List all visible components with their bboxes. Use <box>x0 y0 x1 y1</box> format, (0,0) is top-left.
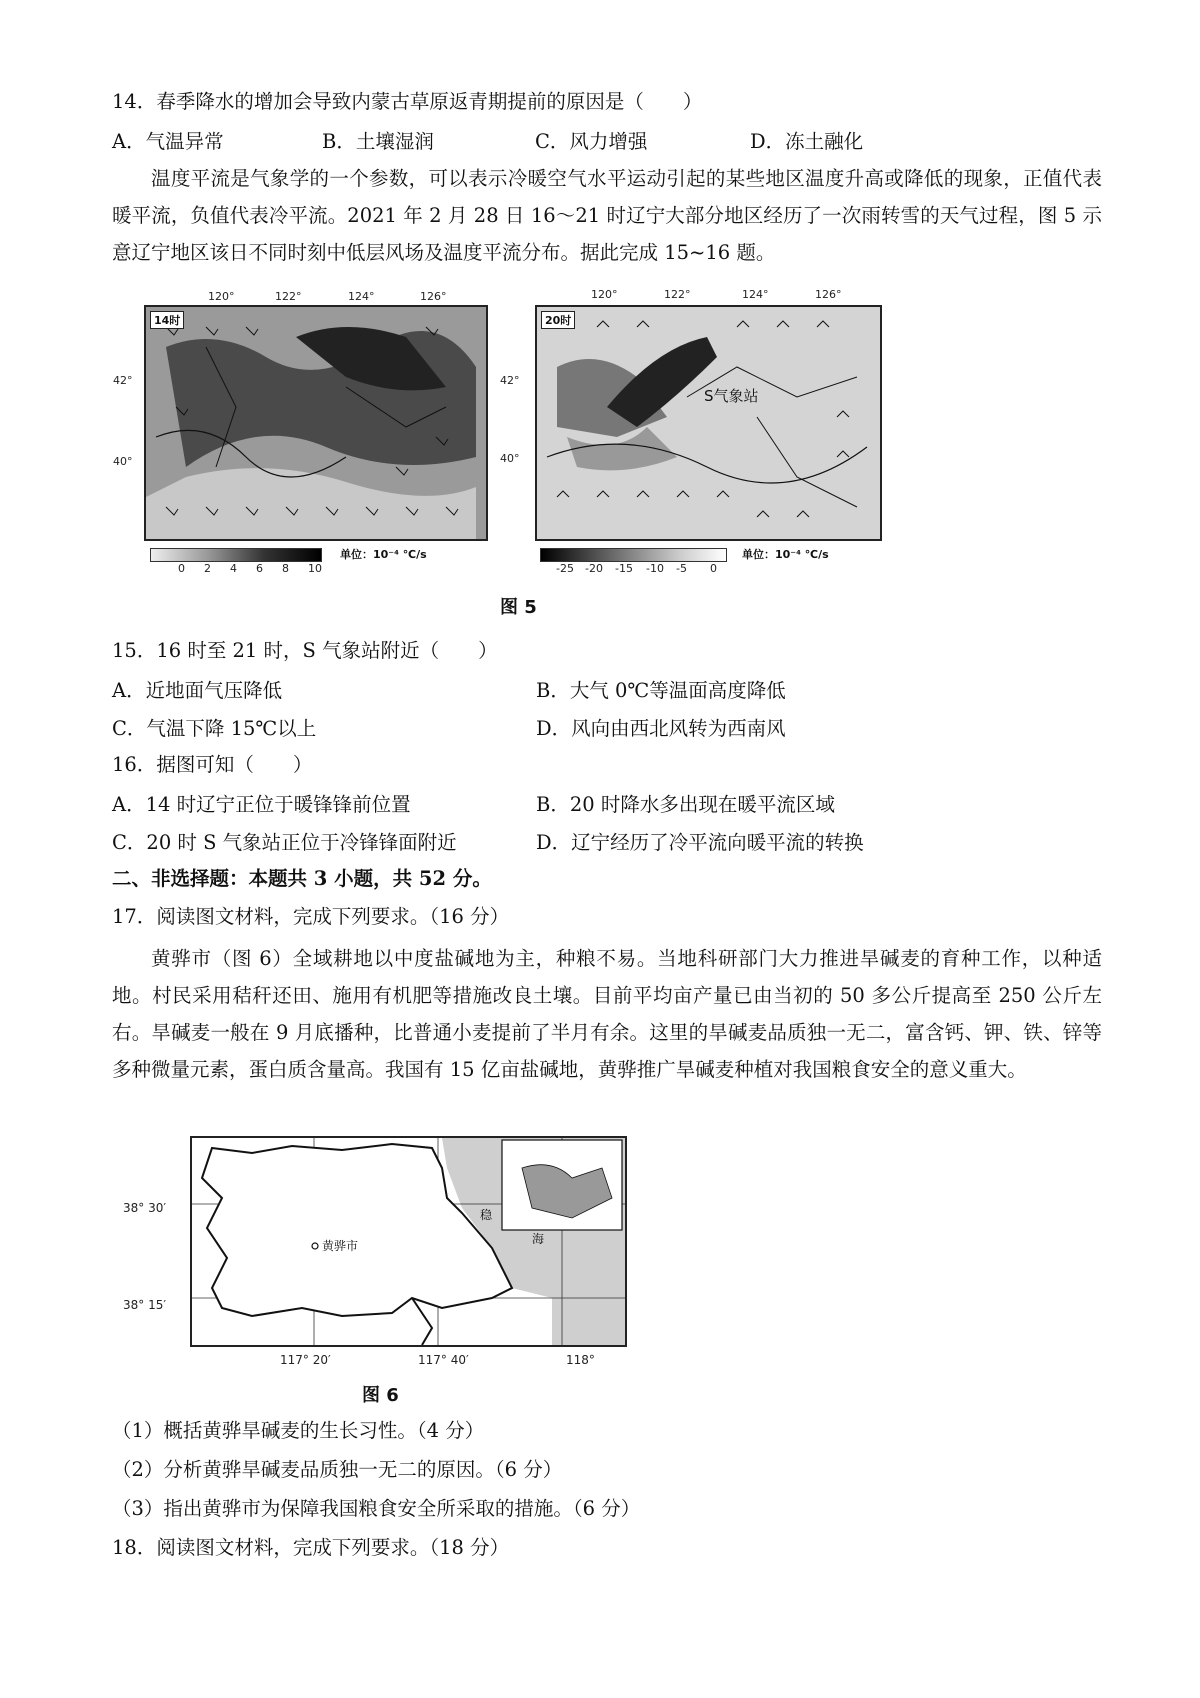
fig5-right-legend-0: 0 <box>710 562 717 575</box>
fig6-lat-2: 38° 15′ <box>123 1298 167 1312</box>
fig5-left-lon-3: 124° <box>348 290 375 303</box>
q14-option-d: D．冻土融化 <box>750 130 864 153</box>
material-15-16: 温度平流是气象学的一个参数，可以表示冷暖空气水平运动引起的某些地区温度升高或降低的现象，正值代表暖平流，负值代表冷平流。2021 年 2 月 28 日 16～21 时辽宁大部分地区经历了一次雨转雪的天气过程，图 5 示意辽宁地区该日不同时刻中低层风场及温度平流分布。据此完成 15~16 题。 <box>112 167 1102 264</box>
fig5-right-legend-m5: -5 <box>676 562 687 575</box>
fig5-left-legend-0: 0 <box>178 562 185 575</box>
fig6-caption: 图 6 <box>362 1385 399 1406</box>
q14-stem: 14．春季降水的增加会导致内蒙古草原返青期提前的原因是（ ） <box>112 90 703 113</box>
fig5-left-lon-1: 120° <box>208 290 235 303</box>
fig5-right-legend-m25: -25 <box>556 562 574 575</box>
q16-option-c: C．20 时 S 气象站正位于冷锋锋面附近 <box>112 831 457 854</box>
fig5-right-lon-3: 124° <box>742 288 769 301</box>
fig5-left-time: 14时 <box>150 311 184 329</box>
q18-stem: 18．阅读图文材料，完成下列要求。（18 分） <box>112 1536 510 1559</box>
fig5-station-label: S气象站 <box>704 387 759 405</box>
q15-stem: 15．16 时至 21 时，S 气象站附近（ ） <box>112 639 498 662</box>
fig5-left-legend-10: 10 <box>308 562 322 575</box>
q17-stem: 17．阅读图文材料，完成下列要求。（16 分） <box>112 905 510 928</box>
fig5-caption: 图 5 <box>500 597 537 618</box>
q16-stem: 16．据图可知（ ） <box>112 753 313 776</box>
fig5-right-lon-4: 126° <box>815 288 842 301</box>
fig5-left-unit: 单位：10⁻⁴ ℃/s <box>340 548 427 561</box>
q14-option-a: A．气温异常 <box>112 130 224 153</box>
fig6-sea-label: 海 <box>532 1232 545 1246</box>
q16-option-d: D．辽宁经历了冷平流向暖平流的转换 <box>536 831 864 854</box>
q15-option-a: A．近地面气压降低 <box>112 679 283 702</box>
fig5-right-lon-2: 122° <box>664 288 691 301</box>
fig5-left-legend-4: 4 <box>230 562 237 575</box>
huanghua-outline-map <box>192 1138 625 1345</box>
section-2-title: 二、非选择题：本题共 3 小题，共 52 分。 <box>112 867 492 890</box>
q15-option-c: C．气温下降 15℃以上 <box>112 717 317 740</box>
q17-material: 黄骅市（图 6）全域耕地以中度盐碱地为主，种粮不易。当地科研部门大力推进旱碱麦的育种工作，以种适地。村民采用秸秆还田、施用有机肥等措施改良土壤。目前平均亩产量已由当初的 50 多公斤提高至 250 公斤左右。旱碱麦一般在 9 月底播种，比普通小麦提前了半月有余。这里的旱碱麦品质独一无二，富含钙、钾、铁、锌等多种微量元素，蛋白质含量高。我国有 15 亿亩盐碱地，黄骅推广旱碱麦种植对我国粮食安全的意义重大。 <box>112 947 1102 1081</box>
fig5-left-lat-1: 42° <box>113 374 133 387</box>
fig5-left-legend-8: 8 <box>282 562 289 575</box>
fig5-right-unit: 单位：10⁻⁴ ℃/s <box>742 548 829 561</box>
q17-sub-3: （3）指出黄骅市为保障我国粮食安全所采取的措施。（6 分） <box>112 1497 641 1520</box>
q14-option-c: C．风力增强 <box>535 130 648 153</box>
fig5-right-time: 20时 <box>541 311 575 329</box>
wind-advection-map-20h <box>537 307 880 539</box>
q14-option-b: B．土壤湿润 <box>322 130 434 153</box>
q17-sub-2: （2）分析黄骅旱碱麦品质独一无二的原因。（6 分） <box>112 1458 563 1481</box>
fig5-left-legend-6: 6 <box>256 562 263 575</box>
fig5-right-legend-m10: -10 <box>646 562 664 575</box>
fig5-left-lat-2: 40° <box>113 455 133 468</box>
fig5-map-20h <box>535 305 882 541</box>
q16-option-a: A．14 时辽宁正位于暖锋锋前位置 <box>112 793 411 816</box>
wind-advection-map-14h <box>146 307 486 539</box>
fig5-right-colorbar <box>540 548 727 562</box>
fig5-right-legend-m20: -20 <box>585 562 603 575</box>
fig6-lon-2: 117° 40′ <box>418 1353 469 1367</box>
fig5-left-legend-2: 2 <box>204 562 211 575</box>
q16-option-b: B．20 时降水多出现在暖平流区域 <box>536 793 835 816</box>
q17-sub-1: （1）概括黄骅旱碱麦的生长习性。（4 分） <box>112 1419 485 1442</box>
fig5-right-lat-1: 42° <box>500 374 520 387</box>
q15-option-b: B．大气 0℃等温面高度降低 <box>536 679 786 702</box>
fig6-lon-1: 117° 20′ <box>280 1353 331 1367</box>
fig6-lat-1: 38° 30′ <box>123 1201 167 1215</box>
fig5-left-colorbar <box>150 548 322 562</box>
fig5-right-lon-1: 120° <box>591 288 618 301</box>
fig5-right-lat-2: 40° <box>500 452 520 465</box>
fig5-right-legend-m15: -15 <box>615 562 633 575</box>
fig6-city-label: 黄骅市 <box>322 1239 359 1253</box>
fig6-land-label: 稳 <box>480 1208 493 1222</box>
fig6-map <box>190 1136 627 1347</box>
fig6-lon-3: 118° <box>566 1353 595 1367</box>
fig5-left-lon-4: 126° <box>420 290 447 303</box>
fig5-left-lon-2: 122° <box>275 290 302 303</box>
fig5-map-14h <box>144 305 488 541</box>
q15-option-d: D．风向由西北风转为西南风 <box>536 717 786 740</box>
